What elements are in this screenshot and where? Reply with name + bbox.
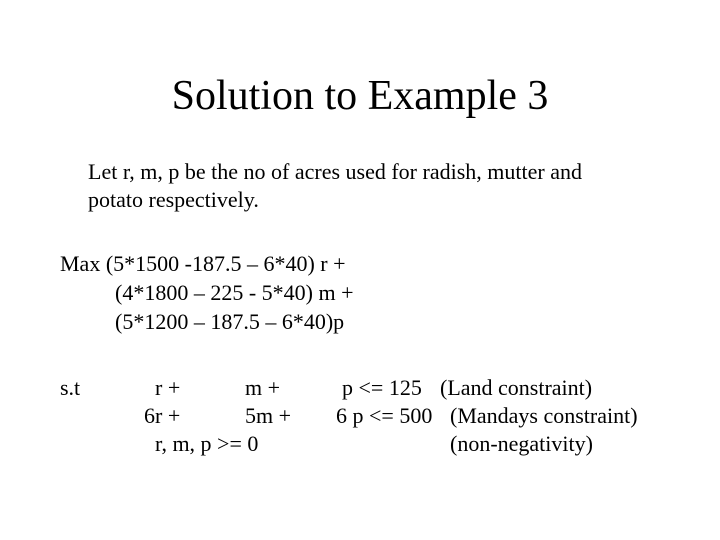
- non-negativity-note: (non-negativity): [450, 431, 593, 456]
- intro-line-1: Let r, m, p be the no of acres used for radish, mutter and: [88, 159, 582, 184]
- land-constraint-note: (Land constraint): [440, 375, 593, 400]
- objective-function: [60, 249, 354, 336]
- non-negativity-vars: r, m, p >= 0: [155, 431, 259, 456]
- objective-line-1: Max (5*1500 -187.5 – 6*40) r +: [60, 251, 346, 276]
- intro-text: [88, 158, 688, 214]
- mandays-constraint-note: (Mandays constraint): [450, 403, 638, 428]
- mandays-m-term: 5m +: [245, 403, 292, 428]
- land-m-term: m +: [245, 375, 281, 400]
- constraints-block: [60, 374, 680, 474]
- land-p-term: p <= 125: [342, 375, 422, 400]
- objective-line-3: (5*1200 – 187.5 – 6*40)p: [115, 309, 345, 334]
- land-r-term: r +: [155, 375, 181, 400]
- objective-line-2: (4*1800 – 225 - 5*40) m +: [115, 280, 354, 305]
- slide-title: Solution to Example 3: [171, 73, 549, 119]
- subject-to-label: s.t: [60, 375, 81, 400]
- mandays-r-term: 6r +: [144, 403, 181, 428]
- mandays-p-term: 6 p <= 500: [336, 403, 433, 428]
- intro-line-2: potato respectively.: [88, 187, 259, 212]
